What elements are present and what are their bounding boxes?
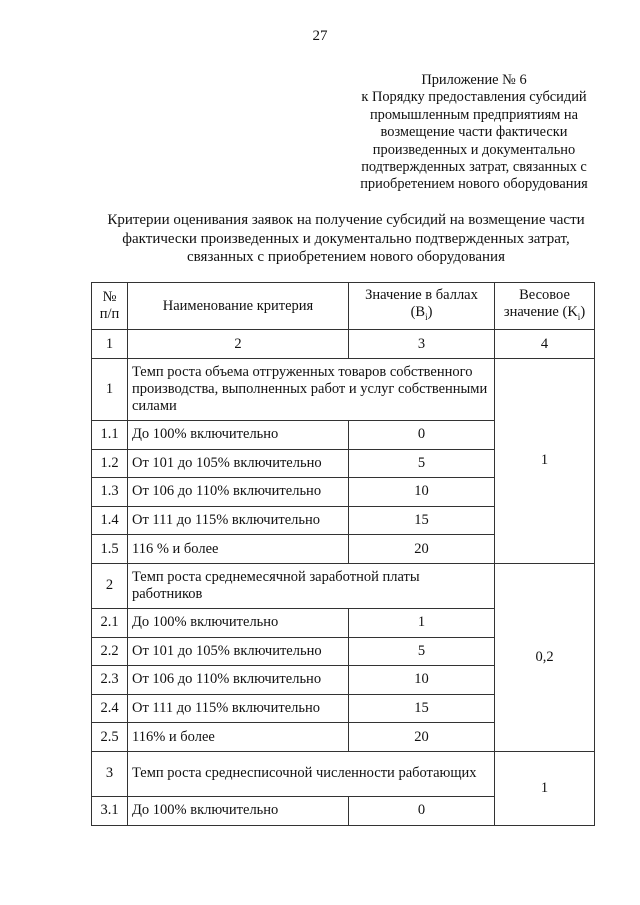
header-score-close: ) (427, 303, 433, 320)
row-score: 0 (349, 421, 495, 450)
criterion-weight: 1 (495, 359, 595, 564)
row-number: 2.2 (92, 637, 128, 666)
header-weight-close: ) (580, 303, 586, 320)
criterion-name: Темп роста объема отгруженных товаров собственного производства, выполненных работ и услуг собственными силами (128, 359, 495, 421)
appendix-line: к Порядку предоставления субсидий (361, 89, 587, 106)
criterion-number: 1 (92, 359, 128, 421)
header-weight-sub: i (577, 311, 581, 322)
row-score: 15 (349, 694, 495, 723)
header-criterion-name: Наименование критерия (128, 283, 349, 330)
row-score: 20 (349, 535, 495, 564)
row-number: 2.3 (92, 666, 128, 695)
row-score: 5 (349, 637, 495, 666)
row-criterion: От 111 до 115% включительно (128, 506, 349, 535)
header-weight-open: значение (K (503, 303, 578, 320)
criterion-group-row (92, 563, 595, 608)
header-weight (495, 283, 595, 330)
criterion-number: 2 (92, 563, 128, 608)
appendix-line: подтвержденных затрат, связанных с (361, 159, 587, 176)
header-score-line1: Значение в баллах (365, 286, 478, 303)
row-criterion: 116 % и более (128, 535, 349, 564)
header-number-line1: № (102, 289, 117, 305)
column-number: 3 (349, 330, 495, 359)
criterion-group-row (92, 751, 595, 796)
row-criterion: До 100% включительно (128, 421, 349, 450)
header-score (349, 283, 495, 330)
header-score-sub: i (425, 311, 428, 322)
row-number: 2.5 (92, 723, 128, 752)
row-score: 5 (349, 449, 495, 478)
column-number: 4 (495, 330, 595, 359)
row-criterion: От 101 до 105% включительно (128, 637, 349, 666)
appendix-line: возмещение части фактически (380, 124, 568, 141)
row-criterion: До 100% включительно (128, 796, 349, 825)
criterion-name: Темп роста среднесписочной численности работающих (128, 751, 495, 796)
row-number: 1.1 (92, 421, 128, 450)
appendix-line: промышленным предприятиям на (369, 106, 579, 123)
title-line: фактически произведенных и документально подтвержденных затрат, (122, 230, 570, 247)
criterion-group-row (92, 359, 595, 421)
row-number: 2.4 (92, 694, 128, 723)
row-score: 20 (349, 723, 495, 752)
criterion-name: Темп роста среднемесячной заработной платы работников (128, 563, 495, 608)
header-number (92, 283, 128, 330)
row-number: 1.3 (92, 478, 128, 507)
row-score: 0 (349, 796, 495, 825)
column-number-row (92, 330, 595, 359)
appendix-line: Приложение № 6 (421, 72, 527, 88)
row-score: 1 (349, 608, 495, 637)
document-title (86, 211, 606, 267)
row-number: 3.1 (92, 796, 128, 825)
row-criterion: 116% и более (128, 723, 349, 752)
row-score: 10 (349, 666, 495, 695)
row-number: 1.5 (92, 535, 128, 564)
row-number: 1.2 (92, 449, 128, 478)
row-criterion: От 111 до 115% включительно (128, 694, 349, 723)
appendix-line: приобретением нового оборудования (360, 176, 588, 193)
row-criterion: От 106 до 110% включительно (128, 478, 349, 507)
row-number: 2.1 (92, 608, 128, 637)
page-number: 27 (312, 28, 328, 44)
criteria-table (91, 282, 595, 826)
appendix-reference (318, 72, 630, 194)
row-number: 1.4 (92, 506, 128, 535)
row-score: 15 (349, 506, 495, 535)
criterion-number: 3 (92, 751, 128, 796)
row-criterion: От 101 до 105% включительно (128, 449, 349, 478)
table-header-row (92, 283, 595, 330)
row-criterion: До 100% включительно (128, 608, 349, 637)
header-weight-line1: Весовое (519, 286, 570, 303)
appendix-line: произведенных и документально (372, 141, 576, 158)
title-line: связанных с приобретением нового оборудования (187, 249, 505, 266)
title-line: Критерии оценивания заявок на получение субсидий на возмещение части (107, 212, 585, 228)
header-number-line2: п/п (99, 306, 120, 322)
criterion-weight: 1 (495, 751, 595, 825)
criterion-weight: 0,2 (495, 563, 595, 751)
row-criterion: От 106 до 110% включительно (128, 666, 349, 695)
column-number: 2 (128, 330, 349, 359)
row-score: 10 (349, 478, 495, 507)
header-score-open: (B (410, 303, 426, 320)
column-number: 1 (92, 330, 128, 359)
